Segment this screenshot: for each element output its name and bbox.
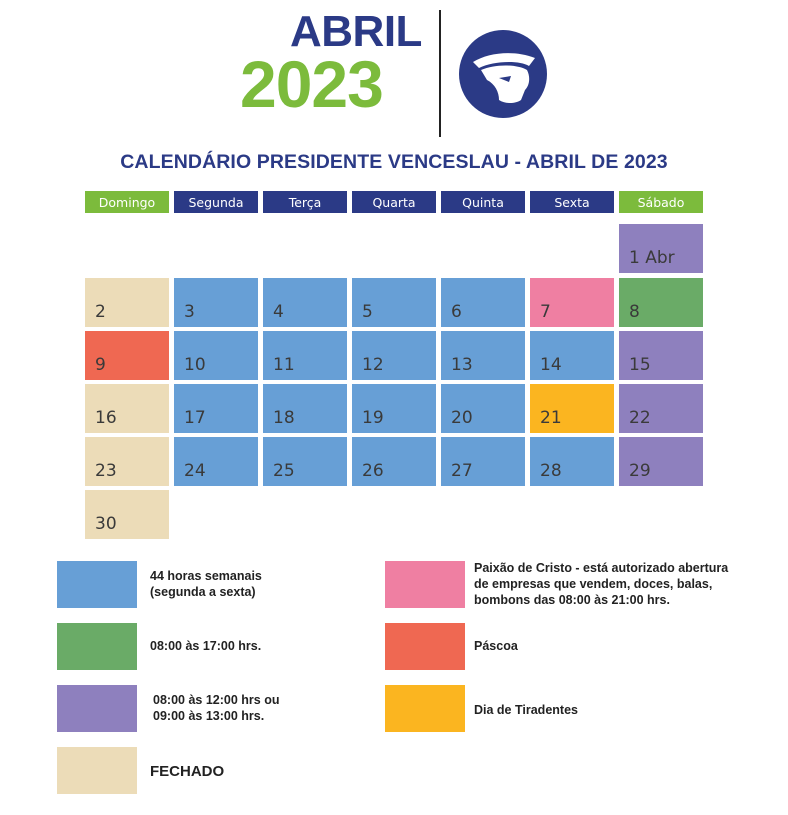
legend-swatch <box>57 747 137 794</box>
day-cell <box>441 331 525 380</box>
month-title: ABRIL <box>290 7 422 56</box>
day-cell <box>619 331 703 380</box>
legend-swatch <box>57 685 137 732</box>
day-cell <box>174 278 258 327</box>
legend-text <box>474 702 578 718</box>
day-number: 16 <box>95 408 117 428</box>
legend-swatch <box>385 685 465 732</box>
legend-line: Páscoa <box>474 639 518 653</box>
day-cell <box>263 331 347 380</box>
day-number: 28 <box>540 461 562 481</box>
day-number: 13 <box>451 355 473 375</box>
day-number: 8 <box>629 302 640 322</box>
day-number: 14 <box>540 355 562 375</box>
calendar-title: CALENDÁRIO PRESIDENTE VENCESLAU - ABRIL DE 2023 <box>120 151 668 173</box>
legend-text <box>150 638 261 654</box>
legend-line: Dia de Tiradentes <box>474 703 578 717</box>
legend-text <box>150 764 224 780</box>
legend-text <box>474 560 728 608</box>
day-cell <box>619 437 703 486</box>
weekday-5: Sexta <box>530 191 614 213</box>
day-cell <box>619 224 703 273</box>
legend-line: bombons das 08:00 às 21:00 hrs. <box>474 593 670 607</box>
legend-text <box>150 568 262 600</box>
day-number: 11 <box>273 355 295 375</box>
day-cell <box>530 384 614 433</box>
day-cell <box>174 331 258 380</box>
day-number: 3 <box>184 302 195 322</box>
day-cell <box>619 384 703 433</box>
legend-line: FECHADO <box>150 763 225 780</box>
day-cell <box>174 384 258 433</box>
weekday-0: Domingo <box>85 191 169 213</box>
day-number: 26 <box>362 461 384 481</box>
day-number: 27 <box>451 461 473 481</box>
day-number: 20 <box>451 408 473 428</box>
weekday-1: Segunda <box>174 191 258 213</box>
day-number: 15 <box>629 355 651 375</box>
header-divider <box>439 10 441 137</box>
day-cell <box>85 437 169 486</box>
day-number: 7 <box>540 302 551 322</box>
day-number: 22 <box>629 408 651 428</box>
day-number: 18 <box>273 408 295 428</box>
legend-swatch <box>385 623 465 670</box>
legend-line: 08:00 às 17:00 hrs. <box>150 639 262 653</box>
day-number: 21 <box>540 408 562 428</box>
legend-line: 44 horas semanais <box>150 569 262 583</box>
day-cell <box>441 384 525 433</box>
day-cell <box>85 384 169 433</box>
day-number: 12 <box>362 355 384 375</box>
weekday-3: Quarta <box>352 191 436 213</box>
day-number: 30 <box>95 514 117 534</box>
weekday-2: Terça <box>263 191 347 213</box>
day-cell <box>530 331 614 380</box>
day-number: 24 <box>184 461 206 481</box>
legend-swatch <box>57 623 137 670</box>
day-cell <box>85 331 169 380</box>
weekday-6: Sábado <box>619 191 703 213</box>
weekday-4: Quinta <box>441 191 525 213</box>
mercury-helmet-logo-icon <box>459 30 547 118</box>
day-cell <box>352 331 436 380</box>
legend-text <box>153 692 279 724</box>
day-number: 10 <box>184 355 206 375</box>
legend-line: Paixão de Cristo - está autorizado abertura <box>474 561 729 575</box>
day-cell <box>263 437 347 486</box>
day-number: 1 Abr <box>629 248 675 268</box>
legend-swatch <box>57 561 137 608</box>
day-cell <box>352 437 436 486</box>
day-cell <box>85 278 169 327</box>
day-number: 5 <box>362 302 373 322</box>
day-cell <box>441 278 525 327</box>
year-title: 2023 <box>240 47 383 121</box>
day-number: 25 <box>273 461 295 481</box>
day-number: 17 <box>184 408 206 428</box>
legend-line: 08:00 às 12:00 hrs ou <box>153 693 280 707</box>
day-number: 29 <box>629 461 651 481</box>
day-number: 2 <box>95 302 106 322</box>
day-cell <box>85 490 169 539</box>
day-number: 19 <box>362 408 384 428</box>
day-cell <box>352 384 436 433</box>
day-number: 9 <box>95 355 106 375</box>
day-number: 4 <box>273 302 284 322</box>
legend-text <box>474 638 518 654</box>
day-cell <box>619 278 703 327</box>
legend-line: de empresas que vendem, doces, balas, <box>474 577 713 591</box>
legend-line: 09:00 às 13:00 hrs. <box>153 709 265 723</box>
day-cell <box>263 384 347 433</box>
legend-line: (segunda a sexta) <box>150 585 256 599</box>
day-number: 23 <box>95 461 117 481</box>
day-cell <box>530 278 614 327</box>
day-cell <box>352 278 436 327</box>
day-number: 6 <box>451 302 462 322</box>
legend-swatch <box>385 561 465 608</box>
day-cell <box>530 437 614 486</box>
day-cell <box>441 437 525 486</box>
day-cell <box>174 437 258 486</box>
day-cell <box>263 278 347 327</box>
